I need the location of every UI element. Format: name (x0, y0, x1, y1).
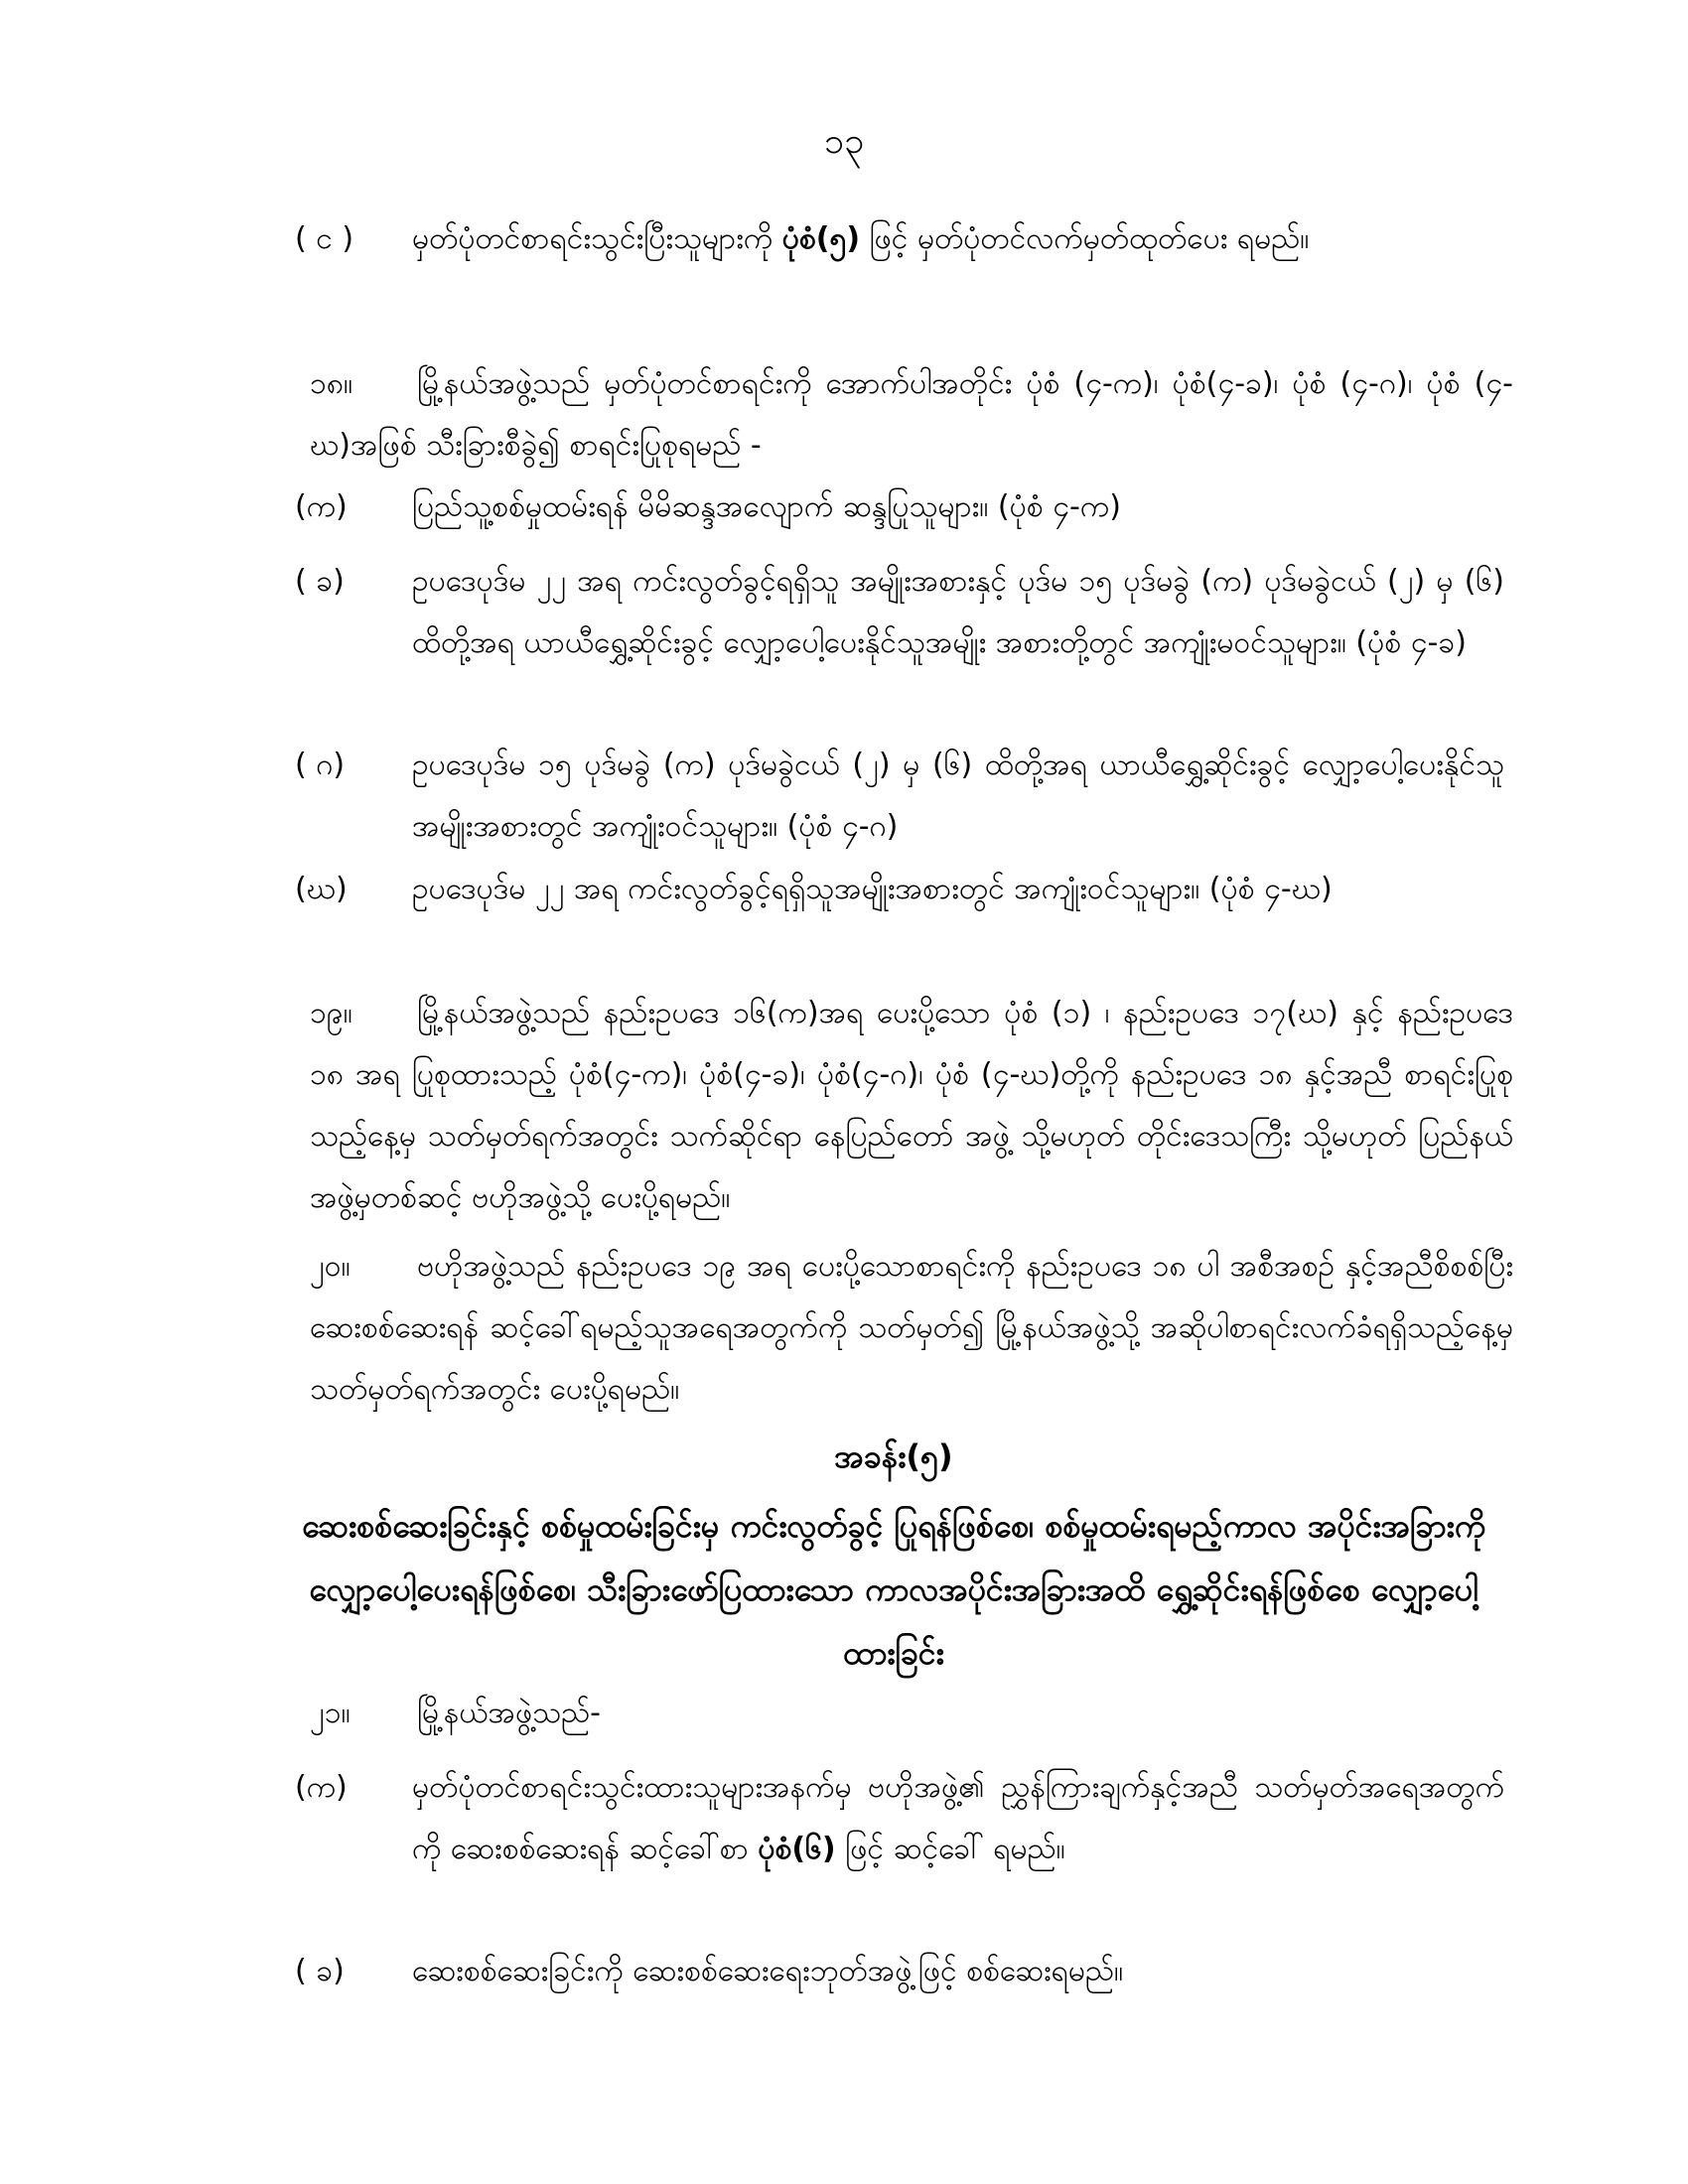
clause-text: ဖြင့် ဆင့်ခေါ် ရမည်။ (845, 1832, 1065, 1866)
page-number: ၁၃ (823, 121, 865, 162)
chapter-subtitle: ဆေးစစ်ဆေးခြင်းနှင့် စစ်မှုထမ်းခြင်းမှ ကင်းလွတ်ခွင့် ပြုရန်ဖြစ်စေ၊ စစ်မှုထမ်းရမည့်ကာလ အပိုင်းအခြားကို လျှော့ပေါ့ပေးရန်ဖြစ်စေ၊ သီးခြားဖော်ပြထားသော ကာလအပိုင်းအခြားအထိ ရွှေ့ဆိုင်းရန်ဖြစ်စေ လျှော့ပေါ့ထားခြင်း (301, 1507, 1486, 1672)
clause-label: ( ခ) (295, 1954, 345, 1988)
clause-text: မှတ်ပုံတင်စာရင်းသွင်းပြီးသူများကို (412, 221, 774, 256)
clause-label: ( င ) (295, 221, 354, 256)
rule-number: ၁၉။ (310, 996, 352, 1030)
clause-text: ဖြင့် မှတ်ပုံတင်လက်မှတ်ထုတ်ပေး ရမည်။ (869, 221, 1310, 256)
rule-18 (310, 353, 1513, 477)
clause-ga (295, 735, 1504, 858)
clause-label: (က) (295, 489, 348, 524)
rule-20 (310, 1236, 1513, 1421)
rule-number: ၂၀။ (310, 1249, 351, 1284)
form-reference: ပုံစံ(၆) (758, 1832, 836, 1866)
chapter-title: အခန်း(၅) (834, 1437, 953, 1475)
rule-text: မြို့နယ်အဖွဲ့သည်- (417, 1696, 601, 1730)
rule-21-clause-kha (295, 1941, 1504, 2002)
rule-21 (310, 1683, 1513, 1744)
rule-text: ဗဟိုအဖွဲ့သည် နည်းဥပဒေ ၁၉ အရ ပေးပို့သောစာရင်းကို နည်းဥပဒေ ၁၈ ပါ အစီအစဉ် နှင့်အညီစိစစ်ပြီး ဆေးစစ်ဆေးရန် ဆင့်ခေါ်ရမည့်သူအရေအတွက်ကို သတ်မှတ်၍ မြို့နယ်အဖွဲ့သို့ အဆိုပါစာရင်းလက်ခံရရှိသည့်နေ့မှ သတ်မှတ်ရက်အတွင်း ပေးပို့ရမည်။ (310, 1249, 1513, 1407)
rule-text: မြို့နယ်အဖွဲ့သည် နည်းဥပဒေ ၁၆(က)အရ ပေးပို့သော ပုံစံ (၁) ၊ နည်းဥပဒေ ၁၇(ဃ) နှင့် နည်းဥပဒေ ၁၈ အရ ပြုစုထားသည့် ပုံစံ(၄-က)၊ ပုံစံ(၄-ခ)၊ ပုံစံ(၄-ဂ)၊ ပုံစံ (၄-ဃ)တို့ကို နည်းဥပဒေ ၁၈ နှင့်အညီ စာရင်းပြုစုသည့်နေ့မှ သတ်မှတ်ရက်အတွင်း သက်ဆိုင်ရာ နေပြည်တော် အဖွဲ့ သို့မဟုတ် တိုင်းဒေသကြီး သို့မဟုတ် ပြည်နယ်အဖွဲ့မှတစ်ဆင့် ဗဟိုအဖွဲ့သို့ ပေးပို့ရမည်။ (310, 996, 1513, 1215)
clause-nga (295, 208, 1504, 270)
clause-label: (က) (295, 1770, 348, 1805)
rule-text: မြို့နယ်အဖွဲ့သည် မှတ်ပုံတင်စာရင်းကို အောက်ပါအတိုင်း ပုံစံ (၄-က)၊ ပုံစံ(၄-ခ)၊ ပုံစံ (၄-ဂ)၊ ပုံစံ (၄-ဃ)အဖြစ် သီးခြားစီခွဲ၍ စာရင်းပြုစုရမည် - (310, 366, 1513, 463)
clause-ka (295, 477, 1504, 538)
rule-21-clause-ka (295, 1757, 1504, 1880)
clause-text: ဆေးစစ်ဆေးခြင်းကို ဆေးစစ်ဆေးရေးဘုတ်အဖွဲ့ဖြင့် စစ်ဆေးရမည်။ (412, 1954, 1124, 1988)
clause-gha (295, 859, 1504, 920)
rule-19 (310, 983, 1513, 1229)
clause-label: ( ခ) (295, 564, 345, 599)
clause-text: ပြည်သူ့စစ်မှုထမ်းရန် မိမိဆန္ဒအလျောက် ဆန္ဒပြုသူများ။ (ပုံစံ ၄-က) (412, 489, 1121, 524)
clause-label: ( ဂ) (295, 748, 346, 782)
clause-text: ဥပဒေပုဒ်မ ၂၂ အရ ကင်းလွတ်ခွင့်ရရှိသူအမျိုးအစားတွင် အကျုံးဝင်သူများ။ (ပုံစံ ၄-ဃ) (412, 872, 1333, 906)
rule-number: ၁၈။ (310, 366, 353, 401)
clause-label: (ဃ) (295, 872, 348, 906)
rule-number: ၂၁။ (310, 1696, 351, 1730)
form-reference: ပုံစံ(၅) (781, 221, 861, 256)
clause-kha (295, 551, 1504, 674)
clause-text: ဥပဒေပုဒ်မ ၁၅ ပုဒ်မခွဲ (က) ပုဒ်မခွဲငယ် (၂) မှ (၆) ထိတို့အရ ယာယီရွှေ့ဆိုင်းခွင့် လျှော့ပေါ့ပေးနိုင်သူ အမျိုးအစားတွင် အကျုံးဝင်သူများ။ (ပုံစံ ၄-ဂ) (412, 748, 1504, 844)
clause-text: ဥပဒေပုဒ်မ ၂၂ အရ ကင်းလွတ်ခွင့်ရရှိသူ အမျိုးအစားနှင့် ပုဒ်မ ၁၅ ပုဒ်မခွဲ (က) ပုဒ်မခွဲငယ် (၂) မှ (၆) ထိတို့အရ ယာယီရွှေ့ဆိုင်းခွင့် လျှော့ပေါ့ပေးနိုင်သူအမျိုး အစားတို့တွင် အကျုံးမဝင်သူများ။ (ပုံစံ ၄-ခ) (412, 564, 1504, 660)
clause-text: မှတ်ပုံတင်စာရင်းသွင်းထားသူများအနက်မှ ဗဟိုအဖွဲ့၏ ညွှန်ကြားချက်နှင့်အညီ သတ်မှတ်အရေအတွက်ကို ဆေးစစ်ဆေးရန် ဆင့်ခေါ်စာ (412, 1770, 1504, 1866)
